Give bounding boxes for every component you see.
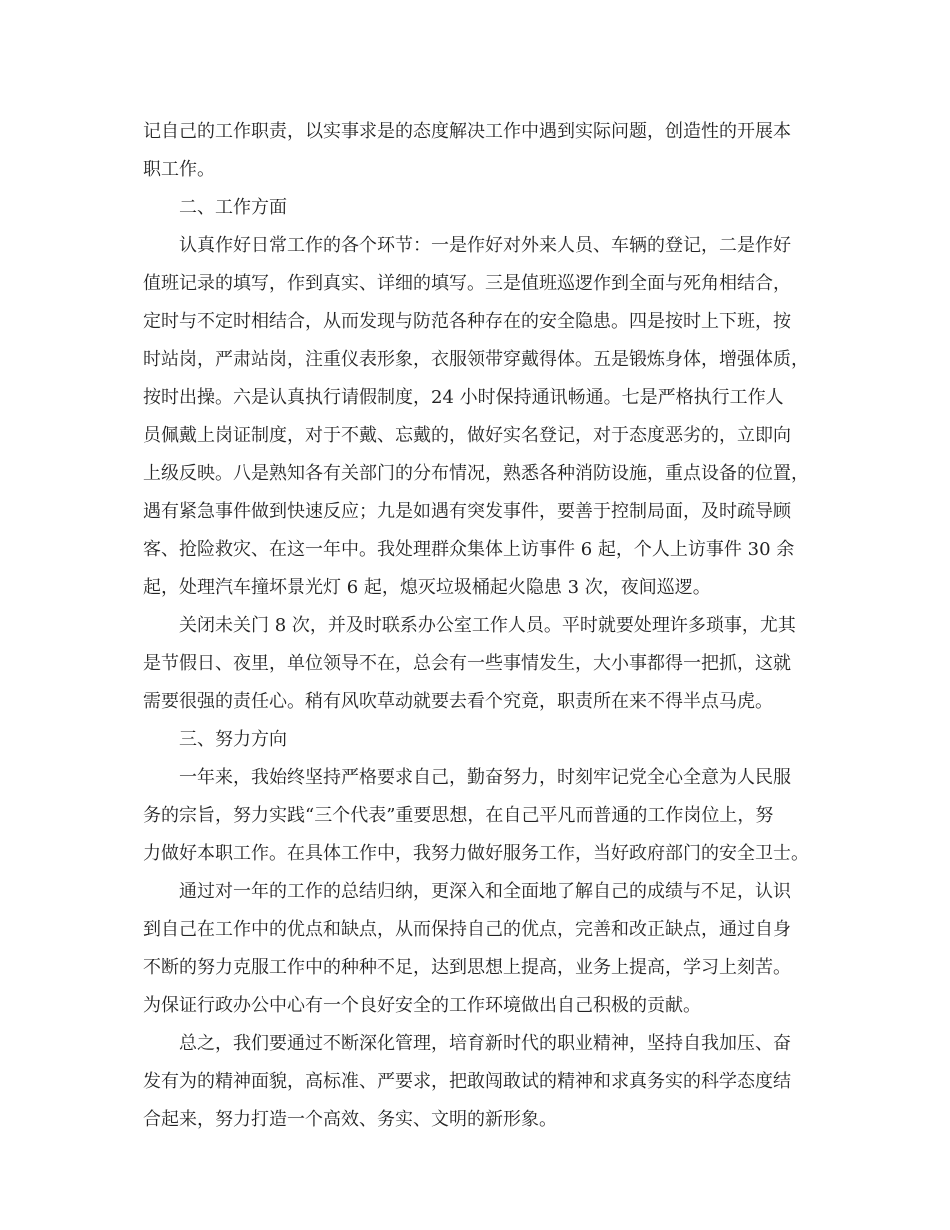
text-line: 记自己的工作职责，以实事求是的态度解决工作中遇到实际问题，创造性的开展本 [143,121,791,142]
text-line: 一年来，我始终坚持严格要求自己，勤奋努力，时刻牢记党全心全意为人民服 [179,767,791,788]
document-body [143,113,823,1139]
text-line: 三、努力方向 [179,729,287,750]
text-line: 关闭未关门 8 次，并及时联系办公室工作人员。平时就要处理许多琐事，尤其 [179,615,796,636]
text-line: 合起来，努力打造一个高效、务实、文明的新形象。 [143,1109,557,1130]
text-line: 职工作。 [143,159,215,180]
text-line: 二、工作方面 [179,197,287,218]
text-line: 发有为的精神面貌，高标准、严要求，把敢闯敢试的精神和求真务实的科学态度结 [143,1071,791,1092]
text-line: 务的宗旨，努力实践“三个代表”重要思想，在自己平凡而普通的工作岗位上，努 [143,805,774,826]
paragraph [143,227,823,607]
section-heading [143,189,823,227]
text-line: 定时与不定时相结合，从而发现与防范各种存在的安全隐患。四是按时上下班，按 [143,311,791,332]
section-heading [143,721,823,759]
text-line: 为保证行政办公中心有一个良好安全的工作环境做出自己积极的贡献。 [143,995,701,1016]
paragraph [143,759,823,873]
text-line: 认真作好日常工作的各个环节：一是作好对外来人员、车辆的登记，二是作好 [179,235,791,256]
text-line: 起，处理汽车撞坏景光灯 6 起，熄灭垃圾桶起火隐患 3 次，夜间巡逻。 [143,577,711,598]
text-line: 客、抢险救灾、在这一年中。我处理群众集体上访事件 6 起，个人上访事件 30 余 [143,539,795,560]
text-line: 值班记录的填写，作到真实、详细的填写。三是值班巡逻作到全面与死角相结合， [143,273,791,294]
text-line: 需要很强的责任心。稍有风吹草动就要去看个究竟，职责所在来不得半点马虎。 [143,691,773,712]
paragraph [143,113,823,189]
text-line: 是节假日、夜里，单位领导不在，总会有一些事情发生，大小事都得一把抓，这就 [143,653,791,674]
text-line: 遇有紧急事件做到快速反应；九是如遇有突发事件，要善于控制局面，及时疏导顾 [143,501,791,522]
text-line: 总之，我们要通过不断深化管理，培育新时代的职业精神，坚持自我加压、奋 [179,1033,791,1054]
paragraph [143,873,823,1025]
text-line: 上级反映。八是熟知各有关部门的分布情况，熟悉各种消防设施，重点设备的位置， [143,463,809,484]
text-line: 力做好本职工作。在具体工作中，我努力做好服务工作，当好政府部门的安全卫士。 [143,843,809,864]
text-line: 到自己在工作中的优点和缺点，从而保持自己的优点，完善和改正缺点，通过自身 [143,919,791,940]
text-line: 员佩戴上岗证制度，对于不戴、忘戴的，做好实名登记，对于态度恶劣的，立即向 [143,425,791,446]
text-line: 时站岗，严肃站岗，注重仪表形象，衣服领带穿戴得体。五是锻炼身体，增强体质， [143,349,809,370]
text-line: 按时出操。六是认真执行请假制度，24 小时保持通讯畅通。七是严格执行工作人 [143,387,784,408]
text-line: 通过对一年的工作的总结归纳，更深入和全面地了解自己的成绩与不足，认识 [179,881,791,902]
paragraph [143,1025,823,1139]
text-line: 不断的努力克服工作中的种种不足，达到思想上提高，业务上提高，学习上刻苦。 [143,957,791,978]
paragraph [143,607,823,721]
